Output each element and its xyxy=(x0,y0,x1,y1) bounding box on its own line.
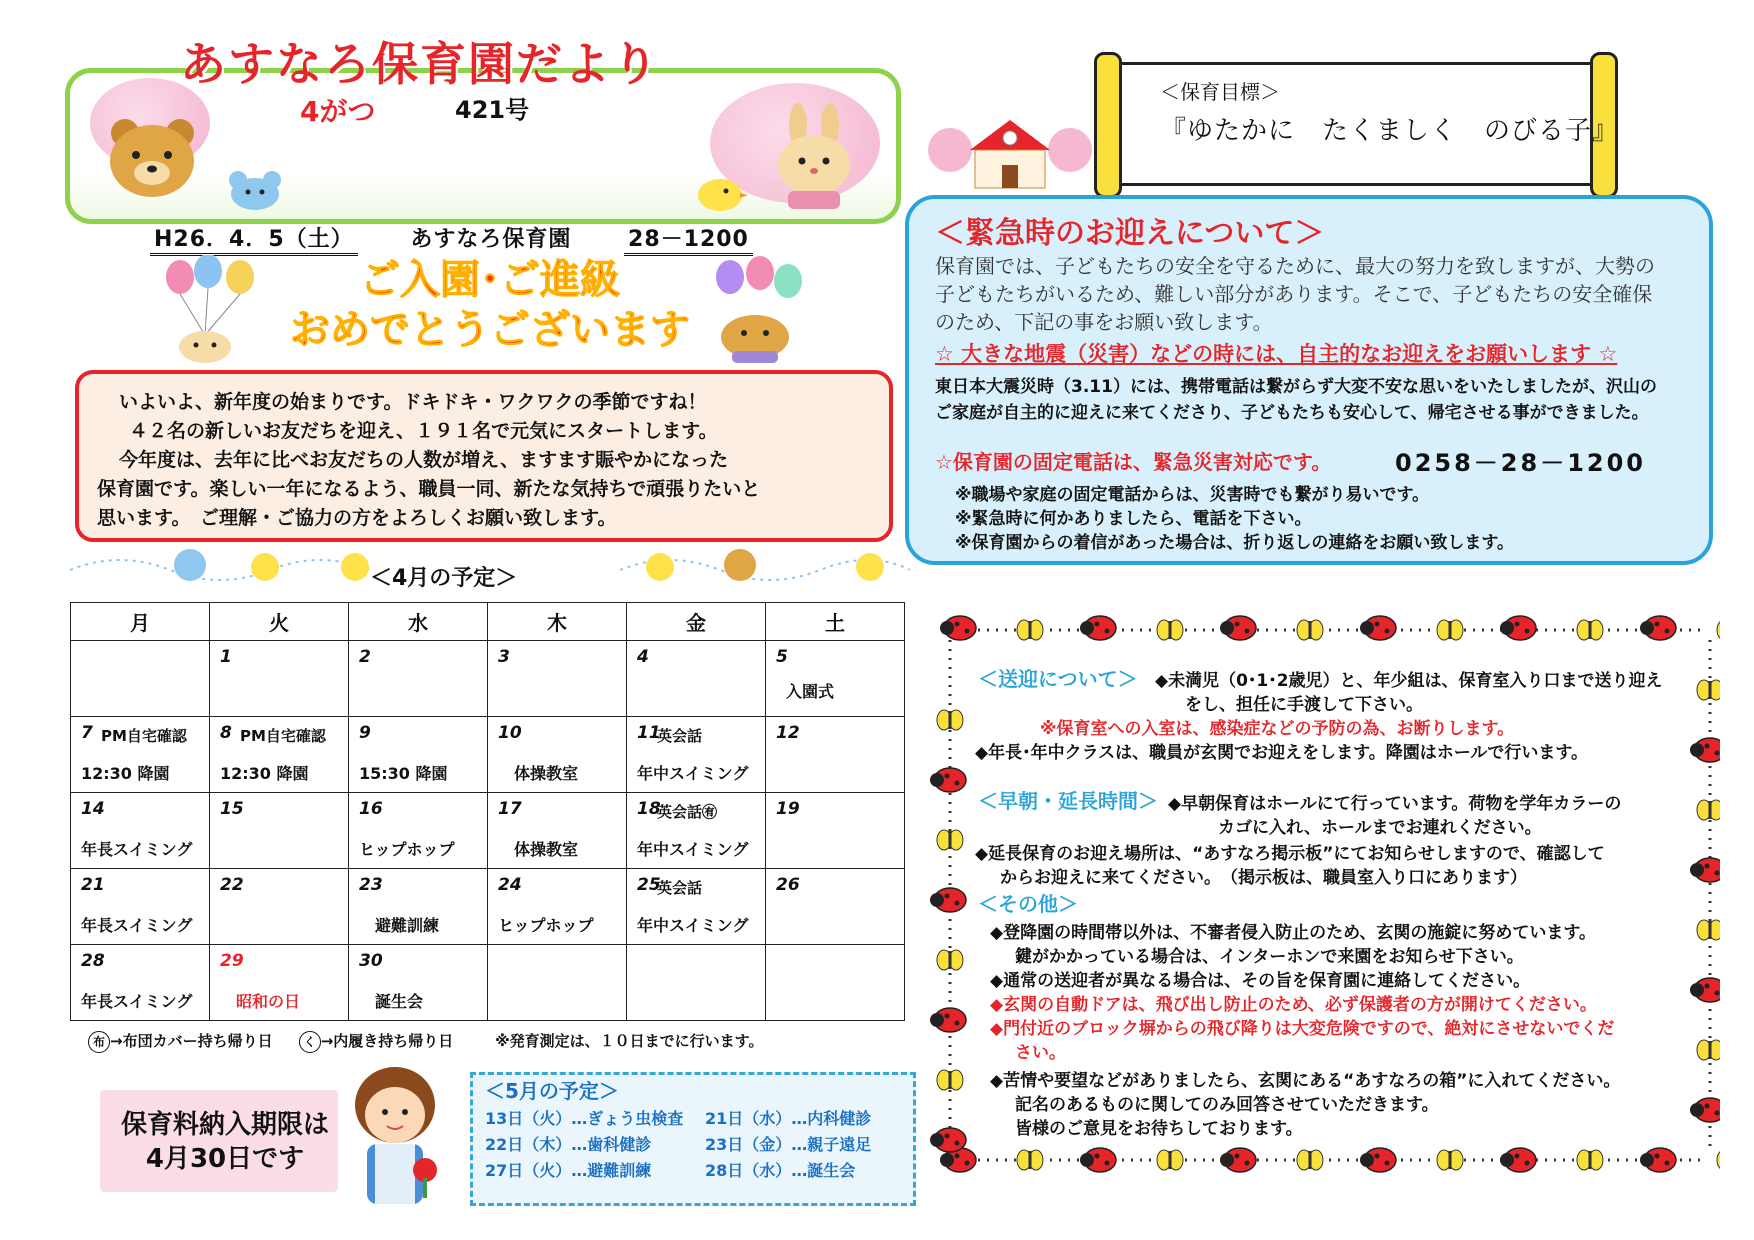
calendar-week-row xyxy=(71,641,905,717)
calendar-day-cell xyxy=(627,869,766,945)
day-number: 8 xyxy=(220,723,232,743)
butterfly-icon xyxy=(1297,1150,1323,1170)
day-event: 年長スイミング xyxy=(81,992,193,1011)
day-number: 16 xyxy=(359,799,383,819)
calendar-legend xyxy=(88,1030,763,1053)
april-calendar xyxy=(70,602,905,1021)
calendar-day-cell xyxy=(210,869,349,945)
emergency-body-line: 子どもたちがいるため、難しい部分があります。そこで、子どもたちの安全確保 xyxy=(935,282,1653,306)
calendar-day-cell xyxy=(488,793,627,869)
legend-measurement-note: ※発育測定は、１０日までに行います。 xyxy=(495,1032,764,1050)
calendar-day-cell xyxy=(210,641,349,717)
butterfly-icon xyxy=(1157,620,1183,640)
ladybug-icon xyxy=(1640,1148,1676,1172)
notice-line-warning: さい。 xyxy=(1015,1043,1066,1063)
calendar-day-cell xyxy=(766,945,905,1021)
weekday-header: 水 xyxy=(349,603,488,641)
weekday-header: 土 xyxy=(766,603,905,641)
butterfly-icon xyxy=(1577,1150,1603,1170)
emergency-note: ※保育園からの着信があった場合は、折り返しの連絡をお願い致します。 xyxy=(955,533,1514,553)
intro-line: 今年度は、去年に比べお友だちの人数が増え、ますます賑やかになった xyxy=(119,449,729,471)
ladybug-icon xyxy=(930,768,966,792)
butterfly-icon xyxy=(1577,620,1603,640)
intro-line: 保育園です。楽しい一年になるよう、職員一同、新たな気持ちで頑張りたいと xyxy=(97,478,761,500)
dateline xyxy=(150,222,793,256)
calendar-header-row xyxy=(71,603,905,641)
may-event: 23日（金）…親子遠足 xyxy=(705,1135,872,1154)
balloons-illustration xyxy=(160,255,270,365)
futon-symbol: 布 xyxy=(88,1031,110,1053)
may-event: 27日（火）…避難訓練 xyxy=(485,1161,652,1180)
emergency-subheading: ☆ 大きな地震（災害）などの時には、自主的なお迎えをお願いします ☆ xyxy=(935,342,1618,366)
intro-line: 思います。 ご理解・ご協力の方をよろしくお願い致します。 xyxy=(97,507,617,529)
day-number: 15 xyxy=(220,799,244,819)
butterfly-icon xyxy=(1157,1150,1183,1170)
emergency-body-line: 保育園では、子どもたちの安全を守るために、最大の努力を致しますが、大勢の xyxy=(935,254,1655,278)
earthquake-line: ご家庭が自主的に迎えに来てくださり、子どもたちも安心して、帰宅させる事ができました。 xyxy=(935,403,1649,423)
notice-line-warning: ◆門付近のブロック塀からの飛び降りは大変危険ですので、絶対にさせないでくだ xyxy=(990,1019,1615,1039)
goal-text: 『ゆたかに たくましく のびる子』 xyxy=(1160,116,1620,146)
ladybug-icon xyxy=(1080,1148,1116,1172)
day-number: 2 xyxy=(359,647,371,667)
day-event-top: 英会話 xyxy=(657,879,703,897)
rabbit-illustration xyxy=(760,103,870,213)
legend-futon: →布団カバー持ち帰り日 xyxy=(110,1032,273,1050)
issue-number: 421号 xyxy=(455,96,530,124)
day-event: 避難訓練 xyxy=(375,916,440,935)
calendar-day-cell xyxy=(71,869,210,945)
butterfly-icon xyxy=(1697,1040,1720,1060)
issue-date: H26．4．5（土） xyxy=(150,222,358,256)
notice-line: ◆未満児（0･1･2歳児）と、年少組は、保育室入り口まで送り迎え xyxy=(1155,671,1663,691)
day-event: 昭和の日 xyxy=(236,992,301,1011)
day-number: 29 xyxy=(220,951,244,971)
notice-line: ◆年長･年中クラスは、職員が玄関でお迎えをします。降園はホールで行います。 xyxy=(975,743,1589,763)
earthquake-note xyxy=(935,374,1657,426)
girl-with-flower-illustration xyxy=(335,1060,455,1210)
day-number: 11 xyxy=(637,723,661,743)
calendar-week-row xyxy=(71,717,905,793)
may-event: 13日（火）…ぎょう虫検査 xyxy=(485,1109,684,1128)
butterfly-icon xyxy=(1017,620,1043,640)
ladybug-icon xyxy=(1080,616,1116,640)
intro-message-box xyxy=(75,370,893,542)
weekday-header: 火 xyxy=(210,603,349,641)
day-number: 26 xyxy=(776,875,800,895)
day-event-top: 英会話㊒ xyxy=(657,803,718,821)
may-schedule-title: ＜5月の予定＞ xyxy=(485,1079,619,1103)
butterfly-icon xyxy=(937,710,963,730)
ladybug-icon xyxy=(1690,978,1720,1002)
butterfly-icon xyxy=(1717,620,1720,640)
ladybug-icon xyxy=(1220,616,1256,640)
calendar-week-row xyxy=(71,945,905,1021)
greeting-heading xyxy=(270,255,710,355)
greeting-line-2: おめでとうございます xyxy=(290,307,690,353)
notice-line: 記名のあるものに関してのみ回答させていただきます。 xyxy=(1015,1095,1439,1115)
day-number: 23 xyxy=(359,875,383,895)
ladybug-icon xyxy=(930,888,966,912)
day-number: 10 xyxy=(498,723,522,743)
day-event-top: PM自宅確認 xyxy=(101,727,187,745)
butterfly-icon xyxy=(1697,680,1720,700)
day-event: 年長スイミング xyxy=(81,840,193,859)
legend-shoes: →内履き持ち帰り日 xyxy=(320,1032,454,1050)
day-event: 12:30 降園 xyxy=(81,764,170,783)
landline-notice: ☆保育園の固定電話は、緊急災害対応です。 xyxy=(935,450,1332,474)
calendar-day-cell xyxy=(210,717,349,793)
calendar-day-cell xyxy=(349,717,488,793)
butterfly-icon xyxy=(1697,800,1720,820)
notice-line-warning: ◆玄関の自動ドアは、飛び出し防止のため、必ず保護者の方が開けてください。 xyxy=(990,995,1597,1015)
day-number: 1 xyxy=(220,647,232,667)
day-number: 19 xyxy=(776,799,800,819)
calendar-day-cell xyxy=(71,641,210,717)
month-label: 4がつ xyxy=(300,95,376,128)
day-event: 年中スイミング xyxy=(637,840,749,859)
butterfly-icon xyxy=(1437,620,1463,640)
ladybug-icon xyxy=(1220,1148,1256,1172)
notice-line-warning: ※保育室への入室は、感染症などの予防の為、お断りします。 xyxy=(1040,719,1515,739)
may-event: 28日（水）…誕生会 xyxy=(705,1161,856,1180)
notice-line: ◆延長保育のお迎え場所は、“あすなろ掲示板”にてお知らせしますので、確認して xyxy=(975,844,1605,864)
weekday-header: 木 xyxy=(488,603,627,641)
goal-label: ＜保育目標＞ xyxy=(1160,80,1280,104)
calendar-day-cell xyxy=(71,793,210,869)
butterfly-icon xyxy=(1297,620,1323,640)
mouse-illustration xyxy=(220,168,290,213)
day-number: 24 xyxy=(498,875,522,895)
scroll-rod-left xyxy=(1094,52,1122,198)
notice-line: ◆通常の送迎者が異なる場合は、その旨を保育園に連絡してください。 xyxy=(990,971,1531,991)
notice-line: をし、担任に手渡して下さい。 xyxy=(1185,695,1423,715)
emergency-note: ※職場や家庭の固定電話からは、災害時でも繋がり易いです。 xyxy=(955,485,1430,505)
butterfly-icon xyxy=(1697,920,1720,940)
calendar-day-cell xyxy=(766,869,905,945)
butterfly-icon xyxy=(937,950,963,970)
calendar-day-cell xyxy=(766,641,905,717)
day-event: 15:30 降園 xyxy=(359,764,448,783)
early-extended-heading: ＜早朝・延長時間＞ xyxy=(978,789,1158,813)
butterfly-icon xyxy=(937,830,963,850)
day-event: ヒップホップ xyxy=(359,840,455,859)
greeting-line-1: ご入園･ご進級 xyxy=(360,257,620,303)
chick-illustration xyxy=(690,173,750,213)
day-event-top: 英会話 xyxy=(657,727,703,745)
day-event: 誕生会 xyxy=(375,992,424,1011)
ladybug-icon xyxy=(1640,616,1676,640)
day-number: 4 xyxy=(637,647,649,667)
day-number: 18 xyxy=(637,799,661,819)
calendar-day-cell xyxy=(71,717,210,793)
balloons-illustration xyxy=(700,255,810,365)
weekday-header: 金 xyxy=(627,603,766,641)
day-number: 17 xyxy=(498,799,522,819)
butterfly-icon xyxy=(1437,1150,1463,1170)
day-event: 12:30 降園 xyxy=(220,764,309,783)
emergency-body-line: のため、下記の事をお願い致します。 xyxy=(935,310,1273,334)
day-number: 22 xyxy=(220,875,244,895)
fee-line-1: 保育料納入期限は xyxy=(120,1110,329,1140)
calendar-week-row xyxy=(71,869,905,945)
schoolhouse-illustration xyxy=(920,110,1100,190)
calendar-day-cell xyxy=(766,793,905,869)
calendar-day-cell xyxy=(488,945,627,1021)
pickup-heading: ＜送迎について＞ xyxy=(978,667,1138,691)
calendar-day-cell xyxy=(766,717,905,793)
day-event: 年中スイミング xyxy=(637,916,749,935)
earthquake-line: 東日本大震災時（3.11）には、携帯電話は繋がらず大変不安な思いをいたしましたが、沢山の xyxy=(935,377,1657,397)
day-number: 3 xyxy=(498,647,510,667)
emergency-title: ＜緊急時のお迎えについて＞ xyxy=(935,216,1325,251)
day-number: 9 xyxy=(359,723,371,743)
ladybug-icon xyxy=(1690,1098,1720,1122)
ladybug-icon xyxy=(1690,738,1720,762)
day-event: 入園式 xyxy=(786,682,835,701)
day-event: 体操教室 xyxy=(514,840,579,859)
calendar-day-cell xyxy=(627,641,766,717)
day-number: 25 xyxy=(637,875,661,895)
butterfly-icon xyxy=(937,1070,963,1090)
newsletter-title: あすなろ保育園だより xyxy=(180,37,660,91)
fee-deadline-text xyxy=(110,1108,340,1176)
school-phone: 28－1200 xyxy=(624,222,753,256)
day-event-top: PM自宅確認 xyxy=(240,727,326,745)
calendar-week-row xyxy=(71,793,905,869)
calendar-day-cell xyxy=(349,641,488,717)
ladybug-icon xyxy=(1360,616,1396,640)
may-event: 21日（水）…内科健診 xyxy=(705,1109,872,1128)
calendar-day-cell xyxy=(210,945,349,1021)
emergency-note: ※緊急時に何かありましたら、電話を下さい。 xyxy=(955,509,1312,529)
calendar-day-cell xyxy=(71,945,210,1021)
day-event: 年中スイミング xyxy=(637,764,749,783)
notice-line: カゴに入れ、ホールまでお連れください。 xyxy=(1218,818,1542,838)
calendar-day-cell xyxy=(627,945,766,1021)
school-name: あすなろ保育園 xyxy=(410,227,572,252)
notice-line: ◆早朝保育はホールにて行っています。荷物を学年カラーの xyxy=(1168,794,1622,814)
calendar-day-cell xyxy=(349,869,488,945)
calendar-day-cell xyxy=(627,793,766,869)
ladybug-icon xyxy=(940,616,976,640)
day-number: 28 xyxy=(81,951,105,971)
day-number: 5 xyxy=(776,647,788,667)
april-schedule-title: ＜4月の予定＞ xyxy=(370,566,518,591)
ladybug-icon xyxy=(1500,1148,1536,1172)
day-number: 21 xyxy=(81,875,105,895)
ladybug-icon xyxy=(1500,616,1536,640)
fee-line-2: 4月30日です xyxy=(145,1144,305,1174)
calendar-day-cell xyxy=(349,945,488,1021)
calendar-day-cell xyxy=(210,793,349,869)
calendar-day-cell xyxy=(488,869,627,945)
calendar-day-cell xyxy=(488,717,627,793)
landline-number: 0258－28－1200 xyxy=(1395,449,1646,477)
calendar-day-cell xyxy=(627,717,766,793)
notice-line: からお迎えに来てください。 （掲示板は、職員室入り口にあります） xyxy=(1000,868,1527,888)
day-number: 12 xyxy=(776,723,800,743)
calendar-day-cell xyxy=(349,793,488,869)
notice-line: 皆様のご意見をお待ちしております。 xyxy=(1015,1119,1303,1139)
day-number: 14 xyxy=(81,799,105,819)
ladybug-icon xyxy=(1690,858,1720,882)
intro-line: ４２名の新しいお友だちを迎え、１９１名で元気にスタートします。 xyxy=(129,420,718,442)
intro-line: いよいよ、新年度の始まりです。ドキドキ・ワクワクの季節ですね！ xyxy=(119,391,707,413)
day-event: 年長スイミング xyxy=(81,916,193,935)
bear-illustration xyxy=(100,113,210,213)
notice-line: ◆登降園の時間帯以外は、不審者侵入防止のため、玄関の施錠に努めています。 xyxy=(990,923,1597,943)
day-event: 体操教室 xyxy=(514,764,579,783)
weekday-header: 月 xyxy=(71,603,210,641)
calendar-day-cell xyxy=(488,641,627,717)
may-event: 22日（木）…歯科健診 xyxy=(485,1135,652,1154)
other-heading: ＜その他＞ xyxy=(978,892,1078,916)
ladybug-icon xyxy=(1360,1148,1396,1172)
day-event: ヒップホップ xyxy=(498,916,594,935)
shoes-symbol: く xyxy=(299,1031,321,1053)
day-number: 7 xyxy=(81,723,93,743)
day-number: 30 xyxy=(359,951,383,971)
ladybug-icon xyxy=(930,1008,966,1032)
butterfly-icon xyxy=(1717,1150,1720,1170)
notice-line: ◆苦情や要望などがありましたら、玄関にある“あすなろの箱”に入れてください。 xyxy=(990,1071,1621,1091)
butterfly-icon xyxy=(1017,1150,1043,1170)
notice-line: 鍵がかかっている場合は、インターホンで来園をお知らせ下さい。 xyxy=(1015,947,1524,967)
ladybug-icon xyxy=(930,1128,966,1152)
